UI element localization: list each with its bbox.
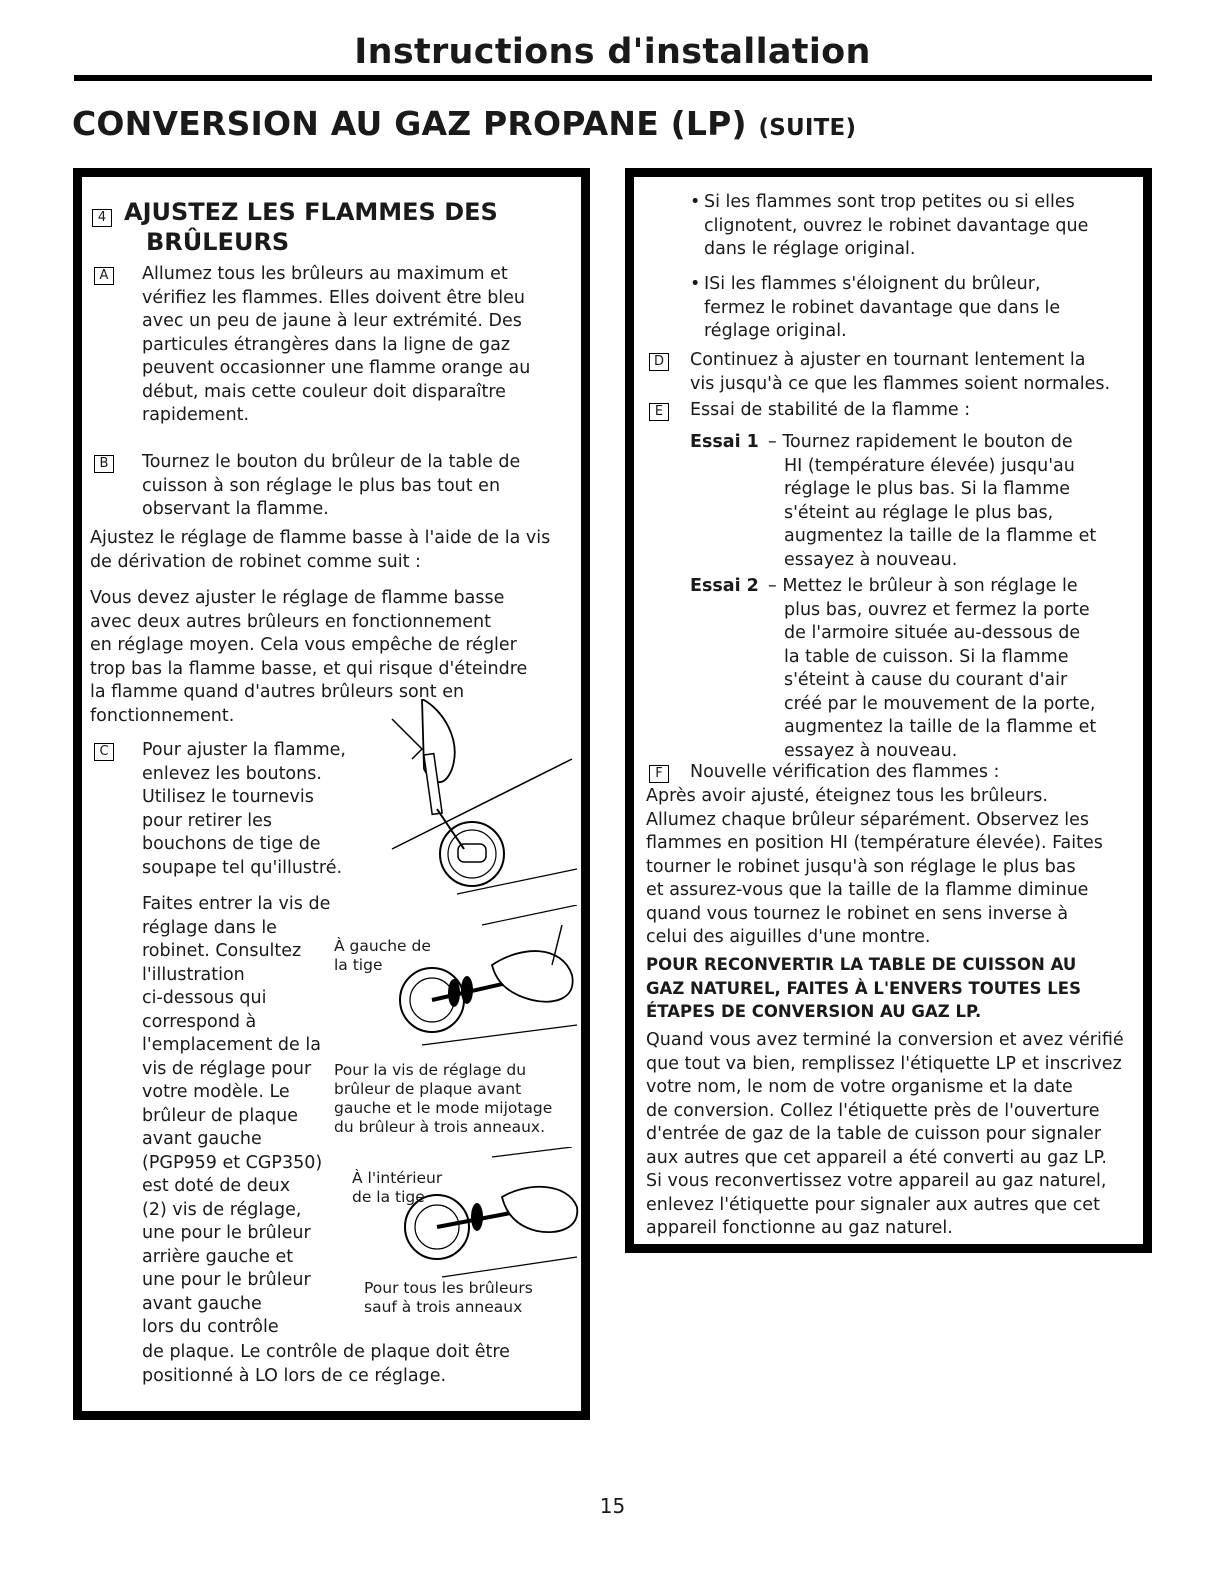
- text-line: du brûleur à trois anneaux.: [334, 1118, 546, 1136]
- text-line: observant la flamme.: [142, 499, 329, 519]
- text-line: dans le réglage original.: [704, 239, 916, 259]
- right-panel-content: [634, 177, 1143, 1244]
- text-line: • Si les flammes sont trop petites ou si elles: [704, 192, 1075, 212]
- essai1-label: Essai 1: [690, 432, 759, 452]
- page-number: 15: [599, 1494, 626, 1518]
- text-line: une pour le brûleur: [142, 1223, 311, 1243]
- step-b-box: B: [94, 455, 114, 473]
- text-line: tourner le robinet jusqu'à son réglage le plus bas: [646, 856, 1076, 877]
- text-line: en réglage moyen. Cela vous empêche de régler: [90, 635, 517, 655]
- text-line: augmentez la taille de la flamme et: [784, 526, 1097, 546]
- text-line: votre modèle. Le: [142, 1082, 290, 1102]
- text-line: celui des aiguilles d'une montre.: [646, 927, 931, 947]
- text-line: enlevez l'étiquette pour signaler aux autres que cet: [646, 1194, 1100, 1215]
- step-title-line1: AJUSTEZ LES FLAMMES DES: [124, 198, 498, 226]
- paragraph-adjust: [90, 527, 550, 574]
- text-line: POUR RECONVERTIR LA TABLE DE CUISSON AU: [646, 955, 1077, 974]
- step-f-paragraph: [646, 785, 1103, 950]
- caption-front-left-burner: [334, 1061, 552, 1137]
- step-c-box: C: [94, 743, 114, 761]
- text-line: brûleur de plaque: [142, 1105, 298, 1126]
- text-line: GAZ NATUREL, FAITES À L'ENVERS TOUTES LES: [646, 978, 1081, 998]
- text-line: • ISi les flammes s'éloignent du brûleur,: [704, 274, 1041, 294]
- step-d-box: D: [649, 353, 669, 371]
- text-line: d'entrée de gaz de la table de cuisson pour signaler: [646, 1124, 1102, 1144]
- title-suffix: (SUITE): [758, 115, 857, 141]
- step-title-line2: BRÛLEURS: [146, 228, 290, 256]
- text-line: fonctionnement.: [90, 705, 235, 726]
- text-line: À l'intérieur: [352, 1169, 443, 1187]
- text-line: Pour ajuster la flamme,: [142, 740, 346, 760]
- text-line: appareil fonctionne au gaz naturel.: [646, 1218, 953, 1238]
- text-line: la flamme quand d'autres brûleurs sont en: [90, 682, 465, 702]
- text-line: brûleur de plaque avant: [334, 1080, 522, 1098]
- page-title: [72, 104, 856, 143]
- left-panel: [73, 168, 590, 1420]
- header-rule: [74, 75, 1152, 81]
- text-line: ÉTAPES DE CONVERSION AU GAZ LP.: [646, 1002, 982, 1021]
- text-line: Tournez le bouton du brûleur de la table de: [142, 452, 521, 472]
- text-line: Si vous reconvertissez votre appareil au gaz naturel,: [646, 1171, 1107, 1191]
- text-line: Après avoir ajusté, éteignez tous les brûleurs.: [646, 786, 1048, 806]
- step-a-box: A: [94, 267, 114, 285]
- text-line: HI (température élevée) jusqu'au: [784, 455, 1075, 476]
- bullet-small-flames: [704, 191, 1088, 262]
- caption-inside-stem: [352, 1169, 442, 1207]
- step-c-final: [142, 1341, 510, 1388]
- essai1-text: [784, 455, 1096, 573]
- text-line: réglage le plus bas. Si la flamme: [784, 479, 1071, 499]
- text-line: lors du contrôle: [142, 1317, 279, 1337]
- step-c-text: [142, 739, 346, 880]
- text-line: correspond à: [142, 1011, 257, 1032]
- text-line: vis jusqu'à ce que les flammes soient normales.: [690, 373, 1111, 394]
- text-line: essayez à nouveau.: [784, 549, 958, 570]
- text-line: votre nom, le nom de votre organisme et la date: [646, 1077, 1073, 1097]
- text-line: de l'armoire située au-dessous de: [784, 623, 1081, 643]
- text-line: flammes en position HI (température élevée). Faites: [646, 833, 1103, 853]
- text-line: Allumez chaque brûleur séparément. Observez les: [646, 809, 1089, 830]
- text-line: bouchons de tige de: [142, 834, 321, 854]
- step-e-text: Essai de stabilité de la flamme :: [690, 400, 971, 420]
- text-line: positionné à LO lors de ce réglage.: [142, 1365, 447, 1386]
- text-line: vis de réglage pour: [142, 1058, 312, 1079]
- text-line: fermez le robinet davantage que dans le: [704, 297, 1061, 318]
- text-line: sauf à trois anneaux: [364, 1298, 523, 1316]
- text-line: l'emplacement de la: [142, 1035, 321, 1055]
- text-line: quand vous tournez le robinet en sens inverse à: [646, 903, 1069, 924]
- text-line: avec un peu de jaune à leur extrémité. Des: [142, 311, 522, 331]
- text-line: cuisson à son réglage le plus bas tout en: [142, 475, 501, 496]
- step-b-text: [142, 451, 520, 522]
- inside-stem-illustration: [372, 1147, 582, 1287]
- text-line: réglage dans le: [142, 917, 277, 938]
- text-line: de conversion. Collez l'étiquette près de l'ouverture: [646, 1100, 1100, 1121]
- essai2-line1: – Mettez le brûleur à son réglage le: [768, 576, 1078, 596]
- reconvert-warning: [646, 953, 1081, 1024]
- step-a-text: [142, 263, 530, 428]
- final-paragraph: [646, 1029, 1124, 1241]
- text-line: Pour tous les brûleurs: [364, 1279, 533, 1297]
- text-line: aux autres que cet appareil a été converti au gaz LP.: [646, 1147, 1107, 1168]
- left-of-stem-illustration: [372, 905, 582, 1050]
- text-line: Ajustez le réglage de flamme basse à l'aide de la vis: [90, 528, 551, 548]
- text-line: de plaque. Le contrôle de plaque doit être: [142, 1342, 510, 1362]
- text-line: s'éteint à cause du courant d'air: [784, 670, 1068, 690]
- step-f-box: F: [649, 765, 669, 783]
- right-panel: [625, 168, 1152, 1253]
- left-panel-content: [82, 177, 581, 1411]
- text-line: essayez à nouveau.: [784, 740, 958, 761]
- text-line: de dérivation de robinet comme suit :: [90, 551, 421, 572]
- text-line: Utilisez le tournevis: [142, 787, 314, 807]
- text-line: ci-dessous qui: [142, 988, 267, 1008]
- step-e-box: E: [649, 403, 669, 421]
- text-line: À gauche de: [334, 937, 431, 955]
- text-line: que tout va bien, remplissez l'étiquette LP et inscrivez: [646, 1053, 1122, 1074]
- text-line: de la tige: [352, 1188, 425, 1206]
- essai2-label: Essai 2: [690, 576, 759, 596]
- text-line: Continuez à ajuster en tournant lentement la: [690, 350, 1086, 370]
- text-line: peuvent occasionner une flamme orange au: [142, 358, 531, 378]
- step-d-text: [690, 349, 1110, 396]
- text-line: soupape tel qu'illustré.: [142, 857, 343, 878]
- text-line: arrière gauche et: [142, 1246, 294, 1267]
- text-line: l'illustration: [142, 964, 245, 985]
- text-line: début, mais cette couleur doit disparaître: [142, 381, 506, 402]
- text-line: créé par le mouvement de la porte,: [784, 693, 1096, 714]
- caption-all-burners: [364, 1279, 533, 1317]
- text-line: clignotent, ouvrez le robinet davantage que: [704, 215, 1089, 236]
- text-line: plus bas, ouvrez et fermez la porte: [784, 599, 1090, 620]
- step-c-detail: [142, 893, 330, 1340]
- text-line: robinet. Consultez: [142, 941, 302, 961]
- text-line: augmentez la taille de la flamme et: [784, 717, 1097, 737]
- text-line: réglage original.: [704, 321, 847, 341]
- text-line: Vous devez ajuster le réglage de flamme basse: [90, 588, 505, 608]
- text-line: s'éteint au réglage le plus bas,: [784, 502, 1054, 523]
- text-line: rapidement.: [142, 405, 250, 425]
- text-line: est doté de deux: [142, 1176, 291, 1196]
- text-line: vérifiez les flammes. Elles doivent être bleu: [142, 287, 526, 308]
- caption-left-of-stem: [334, 937, 431, 975]
- screwdriver-cap-illustration: [352, 699, 582, 899]
- text-line: (2) vis de réglage,: [142, 1199, 302, 1220]
- text-line: et assurez-vous que la taille de la flamme diminue: [646, 880, 1089, 900]
- title-text: CONVERSION AU GAZ PROPANE (LP): [72, 104, 747, 143]
- essai2-text: [784, 599, 1096, 764]
- text-line: pour retirer les: [142, 810, 273, 831]
- text-line: (PGP959 et CGP350): [142, 1152, 323, 1173]
- text-line: avant gauche: [142, 1129, 262, 1149]
- step-f-text: Nouvelle vérification des flammes :: [690, 762, 1000, 782]
- text-line: particules étrangères dans la ligne de gaz: [142, 334, 511, 355]
- text-line: une pour le brûleur: [142, 1270, 311, 1290]
- text-line: Pour la vis de réglage du: [334, 1061, 527, 1079]
- text-line: la table de cuisson. Si la flamme: [784, 646, 1069, 667]
- text-line: avant gauche: [142, 1293, 262, 1314]
- essai1-line1: – Tournez rapidement le bouton de: [768, 432, 1073, 452]
- text-line: Faites entrer la vis de: [142, 894, 331, 914]
- text-line: Allumez tous les brûleurs au maximum et: [142, 264, 508, 284]
- text-line: trop bas la flamme basse, et qui risque d'éteindre: [90, 658, 528, 679]
- text-line: avec deux autres brûleurs en fonctionnement: [90, 611, 491, 632]
- page-header: Instructions d'installation: [354, 32, 871, 72]
- bullet-lifting-flames: [704, 273, 1060, 344]
- text-line: gauche et le mode mijotage: [334, 1099, 553, 1117]
- text-line: enlevez les boutons.: [142, 763, 322, 784]
- text-line: la tige: [334, 956, 383, 974]
- step-number-box: 4: [92, 209, 112, 227]
- text-line: Quand vous avez terminé la conversion et avez vérifié: [646, 1030, 1124, 1050]
